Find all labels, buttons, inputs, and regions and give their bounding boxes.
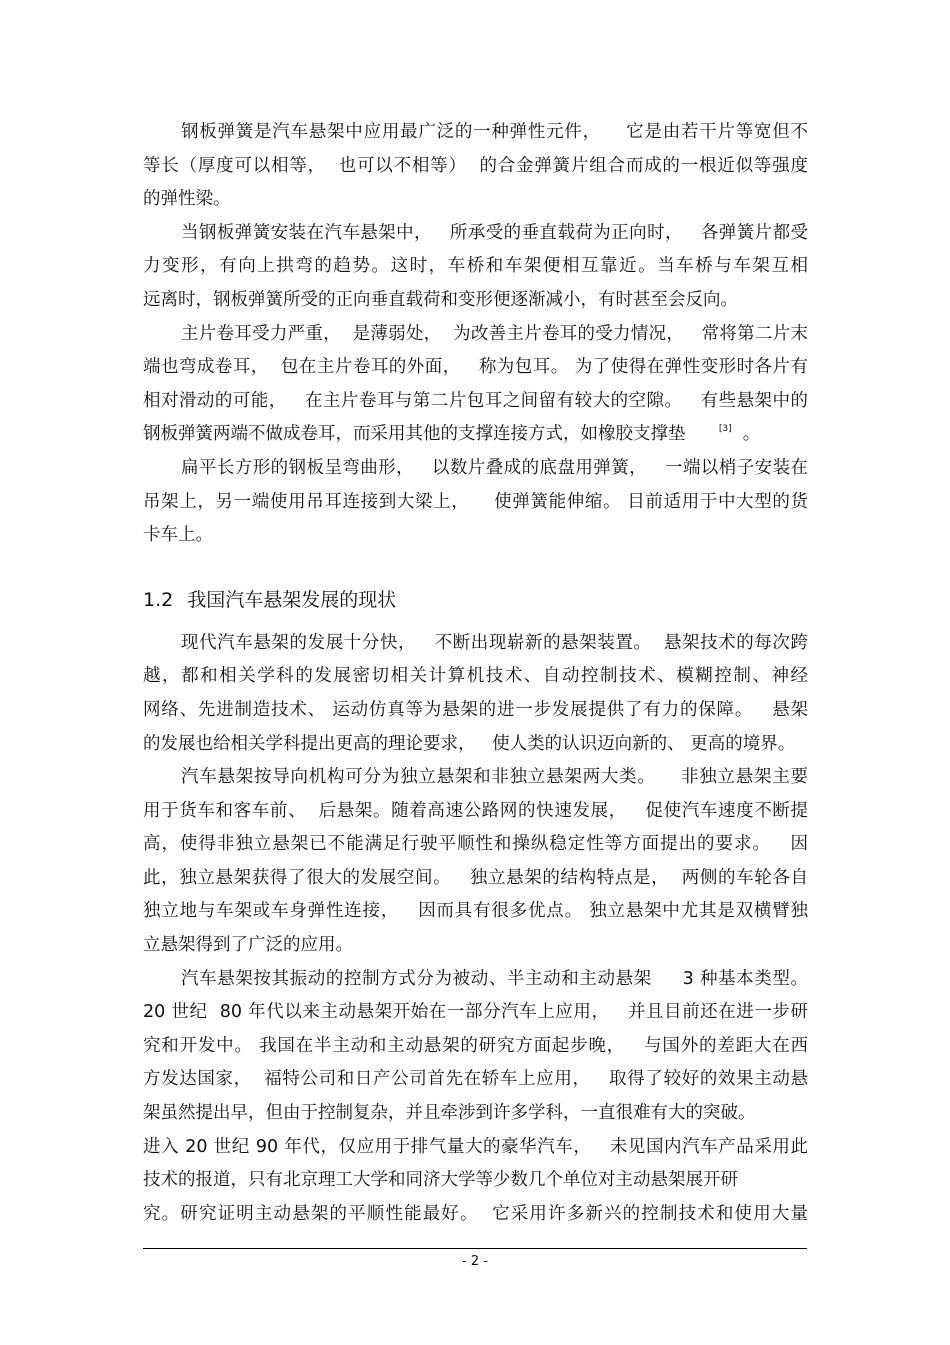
text-line: 此，独立悬架获得了很大的发展空间。 独立悬架的结构特点是， 两侧的车轮各自 xyxy=(143,867,808,888)
text-line: 20 世纪 80 年代以来主动悬架开始在一部分汽车上应用， 并且目前还在进一步研 xyxy=(143,1002,808,1023)
text-line: 的发展也给相关学科提出更高的理论要求， 使人类的认识迈向新的、 更高的境界。 xyxy=(143,733,796,754)
text-line: 进入 20 世纪 90 年代，仅应用于排气量大的豪华汽车， 未见国内汽车产品采用此 xyxy=(143,1136,808,1157)
text-line-main: 钢板弹簧两端不做成卷耳，而采用其他的支撑连接方式，如橡胶支撑垫 xyxy=(143,424,686,445)
paragraph-flat-spring xyxy=(143,452,808,553)
citation-reference: [3] xyxy=(718,424,732,435)
text-line: 等长（厚度可以相等， 也可以不相等） 的合金弹簧片组合而成的一根近似等强度 xyxy=(143,155,808,176)
text-line: 网络、先进制造技术、 运动仿真等为悬架的进一步发展提供了有力的保障。 悬架 xyxy=(143,699,808,720)
text-line: 架虽然提出早，但由于控制复杂，并且牵涉到许多学科，一直很难有大的突破。 xyxy=(143,1103,756,1124)
spacer xyxy=(143,553,808,583)
text-line: 究和开发中。 我国在半主动和主动悬架的研究方面起步晚， 与国外的差距大在西 xyxy=(143,1035,808,1056)
body-text xyxy=(143,116,808,1231)
text-line: 钢板弹簧是汽车悬架中应用最广泛的一种弹性元件， 它是由若干片等宽但不 xyxy=(181,122,808,142)
text-line: 究。研究证明主动悬架的平顺性能最好。 它采用许多新兴的控制技术和使用大量 xyxy=(143,1203,808,1224)
text-line: 相对滑动的可能， 在主片卷耳与第二片包耳之间留有较大的空隙。 有些悬架中的 xyxy=(143,390,808,411)
paragraph-active-suspension xyxy=(143,963,808,1232)
text-line-end: 。 xyxy=(742,424,761,445)
text-line: 高，使得非独立悬架已不能满足行驶平顺性和操纵稳定性等方面提出的要求。 因 xyxy=(143,834,808,855)
text-line: 独立地与车架或车身弹性连接， 因而具有很多优点。 独立悬架中尤其是双横臂独 xyxy=(143,901,808,922)
text-line: 端也弯成卷耳， 包在主片卷耳的外面， 称为包耳。 为了使得在弹性变形时各片有 xyxy=(143,357,808,378)
text-line: 方发达国家， 福特公司和日产公司首先在轿车上应用， 取得了较好的效果主动悬 xyxy=(143,1069,808,1090)
text-line: 主片卷耳受力严重， 是薄弱处， 为改善主片卷耳的受力情况， 常将第二片末 xyxy=(181,323,808,344)
paragraph-modern-suspension xyxy=(143,627,808,761)
text-line: 扁平长方形的钢板呈弯曲形， 以数片叠成的底盘用弹簧， 一端以梢子安装在 xyxy=(181,457,808,478)
text-line: 远离时，钢板弹簧所受的正向垂直载荷和变形便逐渐减小，有时甚至会反向。 xyxy=(143,289,738,310)
paragraph-leaf-spring-load xyxy=(143,217,808,318)
text-line: 的弹性梁。 xyxy=(143,189,231,210)
text-line: 立悬架得到了广泛的应用。 xyxy=(143,935,353,956)
text-line: 汽车悬架按导向机构可分为独立悬架和非独立悬架两大类。 非独立悬架主要 xyxy=(181,767,808,788)
paragraph-spring-eye xyxy=(143,318,808,452)
text-line: 吊架上，另一端使用吊耳连接到大梁上， 使弹簧能伸缩。 目前适用于中大型的货 xyxy=(143,491,808,512)
text-line xyxy=(143,418,808,452)
text-line: 用于货车和客车前、 后悬架。随着高速公路网的快速发展， 促使汽车速度不断提 xyxy=(143,800,808,821)
text-line: 汽车悬架按其振动的控制方式分为被动、半主动和主动悬架 3 种基本类型。 xyxy=(181,968,808,989)
paragraph-independent-suspension xyxy=(143,761,808,963)
text-line: 现代汽车悬架的发展十分快， 不断出现崭新的悬架装置。 悬架技术的每次跨 xyxy=(181,632,808,653)
section-title: 我国汽车悬架发展的现状 xyxy=(187,588,397,611)
section-number: 1.2 xyxy=(143,588,174,611)
text-line: 越，都和相关学科的发展密切相关计算机技术、自动控制技术、模糊控制、神经 xyxy=(143,666,808,687)
paragraph-leaf-spring-intro xyxy=(143,116,808,217)
text-line: 卡车上。 xyxy=(143,525,213,546)
text-line: 当钢板弹簧安装在汽车悬架中， 所承受的垂直载荷为正向时， 各弹簧片都受 xyxy=(181,222,808,243)
text-line: 力变形，有向上拱弯的趋势。这时，车桥和车架便相互靠近。当车桥与车架互相 xyxy=(143,256,808,277)
page-number: - 2 - xyxy=(462,1254,488,1269)
footer-rule xyxy=(143,1248,807,1249)
text-line: 技术的报道，只有北京理工大学和同济大学等少数几个单位对主动悬架展开研 xyxy=(143,1170,738,1191)
section-heading xyxy=(143,583,808,617)
